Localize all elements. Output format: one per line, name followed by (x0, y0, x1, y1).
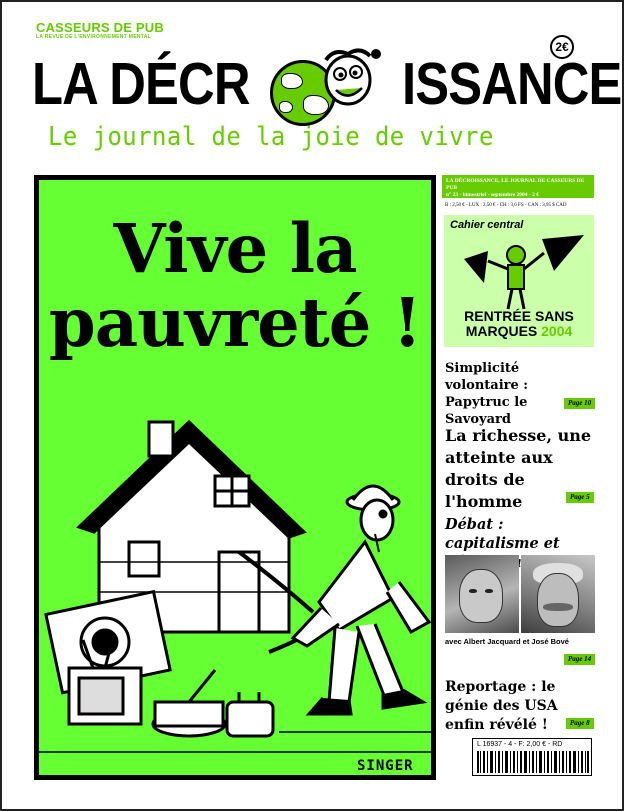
photo-albert-jacquard (445, 555, 519, 633)
cover-headline (39, 209, 431, 362)
headline-line-1: Vive la (113, 209, 357, 288)
issue-info-bar (442, 175, 594, 198)
photo-caption: avec Albert Jacquard et José Bové (445, 637, 569, 646)
cover-panel (34, 175, 436, 780)
illustration-signature: SINGER (357, 758, 414, 774)
barcode-bars-icon (477, 751, 589, 773)
barcode-text: L 16937 - 4 - F: 2,00 € - RD (477, 741, 563, 748)
page-reference-badge: Page 8 (566, 718, 594, 729)
publisher-subtitle: LA REVUE DE L'ENVIRONNEMENT MENTAL (36, 34, 152, 40)
toaster-icon (227, 692, 273, 736)
story-headline[interactable]: Reportage : le génie des USA enfin révélé ! (445, 679, 558, 733)
issue-info-title: LA DÉCROISSANCE, LE JOURNAL DE CASSEURS DE PUB (446, 178, 585, 191)
cahier-title-year: 2004 (541, 323, 573, 339)
tagline: Le journal de la joie de vivre (48, 122, 494, 152)
masthead (32, 46, 622, 126)
cahier-title-line-1: RENTRÉE SANS (464, 308, 574, 324)
story-headline[interactable]: Simplicité volontaire : Papytruc le Savoyard (445, 361, 529, 427)
story-headline[interactable]: La richesse, une atteinte aux droits de l'homme (445, 426, 592, 511)
photo-jose-bove (521, 555, 595, 633)
foreign-prices: B : 2,50 € - LUX : 2,50 € - CH : 3,6 FS - CAN : 3,95 $ CAD (445, 203, 567, 208)
story-headline[interactable]: Débat : capitalisme et (445, 516, 560, 552)
cahier-title-line-2 (444, 324, 594, 339)
issue-info-date: n° 23 - bimestriel - septembre 2004 - 2 € (446, 192, 539, 198)
cahier-title (444, 309, 594, 339)
cahier-label: Cahier central (450, 219, 524, 231)
cartoon-illustration (39, 402, 431, 778)
cahier-title-marques: MARQUES (465, 323, 538, 339)
page-reference-badge: Page 14 (564, 654, 595, 665)
page-reference-badge: Page 5 (566, 492, 594, 503)
masthead-left: LA DÉCR (32, 51, 250, 117)
publisher-kicker: CASSEURS DE PUB (36, 20, 164, 35)
cahier-figure-icon (444, 231, 594, 311)
price-badge: 2€ (550, 35, 574, 59)
man-pulling-icon (293, 486, 429, 714)
headline-line-2: pauvreté ! (48, 283, 422, 362)
barcode (472, 738, 592, 776)
page-reference-badge: Page 10 (564, 398, 595, 409)
debate-photos (445, 555, 595, 633)
cartoon-face-logo-icon (314, 46, 386, 112)
cahier-central-box (444, 215, 594, 347)
cooking-pot-icon (153, 670, 225, 736)
masthead-right: ISSANCE (402, 51, 622, 117)
